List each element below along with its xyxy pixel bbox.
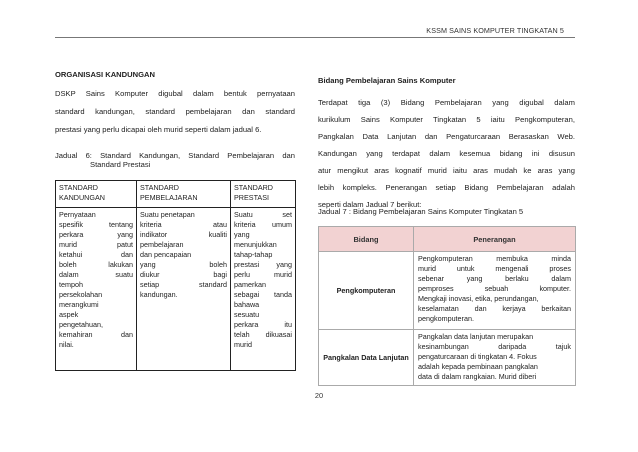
word: perkara <box>59 230 84 239</box>
word: pemproses <box>418 284 454 293</box>
word: suatu <box>115 270 133 279</box>
word: diukur <box>140 270 160 279</box>
word: kesinambungan <box>418 342 469 351</box>
header-rule <box>55 37 575 38</box>
word: kriteria <box>234 220 256 229</box>
page-number: 20 <box>314 391 324 400</box>
table6-cell-prestasi <box>231 208 296 371</box>
text-line <box>234 300 292 310</box>
text-line <box>140 210 227 220</box>
word: sebagai <box>234 290 260 299</box>
word: boleh <box>209 260 227 269</box>
text-line <box>59 230 133 240</box>
text-line <box>140 290 227 300</box>
word: yang <box>140 260 156 269</box>
word: kriteria <box>140 220 162 229</box>
table-standard <box>55 180 296 371</box>
word: pengaturcaraan di tingkatan 4. Fokus <box>418 352 537 361</box>
word: dan <box>474 304 487 313</box>
text-line <box>234 320 292 330</box>
word: kerjaya <box>502 304 526 313</box>
text-line <box>234 280 292 290</box>
word: mengenali <box>495 264 529 273</box>
text-line <box>234 260 292 270</box>
word: standard <box>199 280 227 289</box>
table7-caption: Jadual 7 : Bidang Pembelajaran Sains Komputer Tingkatan 5 <box>318 207 524 216</box>
word: pembelajaran <box>140 240 184 249</box>
table6-cell-kandungan <box>56 208 137 371</box>
word: sebenar <box>418 274 444 283</box>
word: Pengkomputeran <box>418 254 473 263</box>
text-line <box>234 250 292 260</box>
para-line-2: kurikulum Sains Komputer Tingkatan 5 iaitu Pengkomputeran, <box>318 115 575 124</box>
word: lakukan <box>108 260 133 269</box>
word: untuk <box>456 264 475 273</box>
word: Suatu penetapan <box>140 210 195 219</box>
text-line <box>418 304 571 314</box>
word: telah <box>234 330 250 339</box>
word: kemahiran <box>59 330 93 339</box>
text-line <box>59 330 133 340</box>
table6-caption-line-2: Standard Prestasi <box>90 160 151 169</box>
word: kualiti <box>208 230 227 239</box>
text-line <box>140 230 227 240</box>
table7-header-penerangan: Penerangan <box>414 227 576 252</box>
word: perlu <box>234 270 250 279</box>
text-line <box>234 290 292 300</box>
word: keselamatan <box>418 304 459 313</box>
text-line <box>59 290 133 300</box>
word: minda <box>551 254 571 263</box>
table7-desc-pengkomputeran <box>414 252 576 330</box>
word: murid <box>274 270 292 279</box>
word: tanda <box>274 290 292 299</box>
text-line <box>418 284 571 294</box>
word: prestasi <box>234 260 260 269</box>
table7-bidang-pengkomputeran: Pengkomputeran <box>319 252 414 330</box>
word: pengkomputeran. <box>418 314 474 323</box>
text-line <box>234 220 292 230</box>
word: tempoh <box>59 280 83 289</box>
word: dalam <box>59 270 79 279</box>
text-line <box>59 320 133 330</box>
word: bagi <box>213 270 227 279</box>
word: menunjukkan <box>234 240 277 249</box>
word: dikuasai <box>265 330 292 339</box>
word: Pernyataan <box>59 210 96 219</box>
word: tajuk <box>555 342 571 351</box>
word: membuka <box>496 254 528 263</box>
text-line <box>418 362 571 372</box>
text-line <box>59 220 133 230</box>
text-line <box>59 270 133 280</box>
word: murid <box>234 340 252 349</box>
word: pamerkan <box>234 280 266 289</box>
word: yang <box>276 260 292 269</box>
section-heading-organisasi: ORGANISASI KANDUNGAN <box>55 70 155 79</box>
word: dalam <box>551 274 571 283</box>
table7-desc-pangkalan-data <box>414 330 576 386</box>
word: adalah kepada pembinaan pangkalan <box>418 362 538 371</box>
text-line <box>418 352 571 362</box>
table6-caption-line-1: Jadual 6: Standard Kandungan, Standard Pembelajaran dan <box>55 151 295 160</box>
word: patut <box>117 240 133 249</box>
word: set <box>282 210 292 219</box>
text-line <box>59 210 133 220</box>
text-line <box>59 260 133 270</box>
word: pengetahuan, <box>59 320 103 329</box>
text-line <box>418 372 571 382</box>
word: dan <box>121 250 133 259</box>
table6-header-prestasi: STANDARD PRESTASI <box>231 181 296 208</box>
word: boleh <box>59 260 77 269</box>
text-line <box>140 280 227 290</box>
word: merangkumi <box>59 300 99 309</box>
table6-header-kandungan: STANDARD KANDUNGAN <box>56 181 137 208</box>
text-line <box>59 300 133 310</box>
word: tahap-tahap <box>234 250 273 259</box>
word: Suatu <box>234 210 253 219</box>
word: sebuah <box>484 284 509 293</box>
text-line <box>59 280 133 290</box>
word: Mengkaji inovasi, etika, perundangan, <box>418 294 539 303</box>
text-line <box>418 254 571 264</box>
word: yang <box>117 230 133 239</box>
word: yang <box>234 230 250 239</box>
word: daripada <box>498 342 527 351</box>
intro-line-3: prestasi yang perlu dicapai oleh murid seperti dalam jadual 6. <box>55 125 262 134</box>
text-line <box>234 310 292 320</box>
section-heading-bidang: Bidang Pembelajaran Sains Komputer <box>318 76 456 85</box>
word: ketahui <box>59 250 83 259</box>
word: komputer. <box>539 284 571 293</box>
para-line-3: Pangkalan Data Lanjutan dan Pengaturcaraan Berasaskan Web. <box>318 132 575 141</box>
word: bahawa <box>234 300 260 309</box>
word: aspek <box>59 310 79 319</box>
text-line <box>234 270 292 280</box>
text-line <box>234 230 292 240</box>
text-line <box>234 210 292 220</box>
word: persekolahan <box>59 290 103 299</box>
word: data di dalam rangkaian. Murid diberi <box>418 372 537 381</box>
text-line <box>234 240 292 250</box>
text-line <box>418 332 571 342</box>
text-line <box>140 250 227 260</box>
text-line <box>59 340 133 350</box>
table-bidang <box>318 226 576 386</box>
text-line <box>59 310 133 320</box>
table6-cell-pembelajaran <box>137 208 231 371</box>
intro-line-1: DSKP Sains Komputer digubal dalam bentuk pernyataan <box>55 89 295 98</box>
word: nilai. <box>59 340 74 349</box>
intro-line-2: standard kandungan, standard pembelajaran dan standard <box>55 107 295 116</box>
text-line <box>418 294 571 304</box>
word: itu <box>284 320 292 329</box>
word: tentang <box>109 220 133 229</box>
word: yang <box>466 274 483 283</box>
text-line <box>418 264 571 274</box>
text-line <box>59 240 133 250</box>
word: proses <box>549 264 571 273</box>
word: kandungan. <box>140 290 178 299</box>
word: Pangkalan data lanjutan merupakan <box>418 332 534 341</box>
text-line <box>418 274 571 284</box>
word: indikator <box>140 230 168 239</box>
text-line <box>140 260 227 270</box>
word: perkara <box>234 320 259 329</box>
word: dan pencapaian <box>140 250 192 259</box>
table7-header-bidang: Bidang <box>319 227 414 252</box>
text-line <box>234 330 292 340</box>
word: atau <box>213 220 227 229</box>
para-line-6: lebih kompleks. Penerangan setiap Bidang Pembelajaran adalah <box>318 183 575 192</box>
word: umum <box>272 220 292 229</box>
para-line-5: atur mengikut aras kognatif murid iaitu aras mudah ke aras yang <box>318 166 575 175</box>
word: berlaku <box>505 274 529 283</box>
text-line <box>418 314 571 324</box>
word: sesuatu <box>234 310 260 319</box>
para-line-1: Terdapat tiga (3) Bidang Pembelajaran yang digubal dalam <box>318 98 575 107</box>
para-line-7: seperti dalam Jadual 7 berikut: <box>318 200 422 209</box>
text-line <box>140 240 227 250</box>
text-line <box>59 250 133 260</box>
word: setiap <box>140 280 160 289</box>
text-line <box>140 220 227 230</box>
word: spesifik <box>59 220 83 229</box>
text-line <box>140 270 227 280</box>
word: berkaitan <box>541 304 571 313</box>
header-title: KSSM SAINS KOMPUTER TINGKATAN 5 <box>426 26 564 35</box>
text-line <box>234 340 292 350</box>
text-line <box>418 342 571 352</box>
word: dan <box>121 330 133 339</box>
table7-bidang-pangkalan-data: Pangkalan Data Lanjutan <box>319 330 414 386</box>
word: murid <box>418 264 436 273</box>
para-line-4: Kandungan yang terdapat dalam kesemua bidang ini disusun <box>318 149 575 158</box>
table6-header-pembelajaran: STANDARD PEMBELAJARAN <box>137 181 231 208</box>
word: murid <box>59 240 77 249</box>
